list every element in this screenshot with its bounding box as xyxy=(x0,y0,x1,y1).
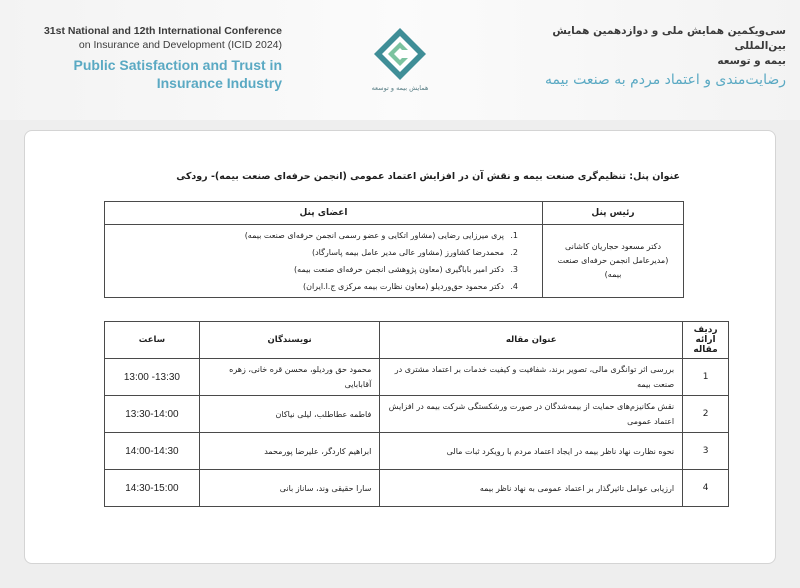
papers-table xyxy=(104,321,729,507)
row-number: 1 xyxy=(683,359,729,396)
row-number: 3 xyxy=(683,433,729,470)
header-authors: نویسندگان xyxy=(199,322,379,359)
panel-members-cell xyxy=(105,225,543,298)
papers-header-row xyxy=(105,322,729,359)
table-row xyxy=(105,470,729,507)
conference-header xyxy=(0,0,800,120)
table-row xyxy=(105,359,729,396)
english-title-block xyxy=(20,24,282,92)
list-item xyxy=(113,227,518,244)
header-paper-title: عنوان مقاله xyxy=(380,322,683,359)
list-item xyxy=(113,278,518,295)
conference-logo xyxy=(370,26,430,92)
en-conference-line-2: on Insurance and Development (ICID 2024) xyxy=(78,39,282,51)
member-name: دکتر امیر باباگیری (معاون پژوهشی انجمن حرفه‌ای صنعت بیمه) xyxy=(294,265,504,274)
panel-members-list xyxy=(113,227,534,295)
persian-title-block xyxy=(516,24,786,90)
member-number: 4. xyxy=(510,282,518,291)
chair-header: رئیس پنل xyxy=(543,202,684,225)
fa-conference-line-1: سی‌ویکمین همایش ملی و دوازدهمین همایش بین‌المللی xyxy=(552,25,786,52)
list-item xyxy=(113,261,518,278)
panel-members-table xyxy=(104,201,684,298)
table-row xyxy=(105,396,729,433)
paper-authors: سارا حقیقی وند، ساناز بانی xyxy=(199,470,379,507)
table-row xyxy=(105,433,729,470)
en-conference-line-1: 31st National and 12th International Conference xyxy=(43,25,282,37)
paper-authors: ابراهیم کاردگر، علیرضا پورمحمد xyxy=(199,433,379,470)
header-row-number: ردیف ارائه مقاله xyxy=(683,322,729,359)
members-header: اعضای پنل xyxy=(105,202,543,225)
panel-card xyxy=(24,130,776,564)
paper-title: ارزیابی عوامل تاثیرگذار بر اعتماد عمومی به نهاد ناظر بیمه xyxy=(380,470,683,507)
panel-title: عنوان پنل: تنظیم‌گری صنعت بیمه و نقش آن در افزایش اعتماد عمومی (انجمن حرفه‌ای صنعت بیمه)- رودکی xyxy=(176,171,680,182)
paper-time: 14:30-15:00 xyxy=(105,470,200,507)
en-theme-line-1: Public Satisfaction and Trust in xyxy=(73,57,282,73)
row-number: 4 xyxy=(683,470,729,507)
logo-emblem-icon xyxy=(372,26,428,82)
header-time: ساعت xyxy=(105,322,200,359)
panel-chair: دکتر مسعود حجاریان کاشانی (مدیرعامل انجمن حرفه‌ای صنعت بیمه) xyxy=(543,225,684,298)
member-name: پری میرزایی رضایی (مشاور اتکایی و عضو رسمی انجمن حرفه‌ای صنعت بیمه) xyxy=(244,231,504,240)
member-number: 3. xyxy=(510,265,518,274)
paper-authors: فاطمه عطاطلب، لیلی نیاکان xyxy=(199,396,379,433)
member-number: 2. xyxy=(510,248,518,257)
logo-caption: همایش بیمه و توسعه xyxy=(371,84,429,92)
paper-title: نحوه نظارت نهاد ناظر بیمه در ایجاد اعتماد مردم با رویکرد ثبات مالی xyxy=(380,433,683,470)
en-theme-line-2: Insurance Industry xyxy=(156,75,282,91)
paper-time: 13:00 -13:30 xyxy=(105,359,200,396)
member-number: 1. xyxy=(510,231,518,240)
paper-authors: محمود حق وردیلو، محسن قره خانی، زهره آقابابایی xyxy=(199,359,379,396)
paper-time: 14:00-14:30 xyxy=(105,433,200,470)
fa-theme-line: رضایت‌مندی و اعتماد مردم به صنعت بیمه xyxy=(545,72,786,88)
member-name: دکتر محمود حق‌وردیلو (معاون نظارت بیمه مرکزی ج.ا.ایران) xyxy=(302,282,504,291)
row-number: 2 xyxy=(683,396,729,433)
paper-title: بررسی اثر توانگری مالی، تصویر برند، شفافیت و کیفیت خدمات بر اعتماد مشتری در صنعت بیمه xyxy=(380,359,683,396)
paper-title: نقش مکانیزم‌های حمایت از بیمه‌شدگان در صورت ورشکستگی شرکت بیمه در افزایش اعتماد عمومی xyxy=(380,396,683,433)
paper-time: 13:30-14:00 xyxy=(105,396,200,433)
member-name: محمدرضا کشاورز (مشاور عالی مدیر عامل بیمه پاسارگاد) xyxy=(312,248,504,257)
list-item xyxy=(113,244,518,261)
fa-conference-line-2: بیمه و توسعه xyxy=(717,55,786,67)
